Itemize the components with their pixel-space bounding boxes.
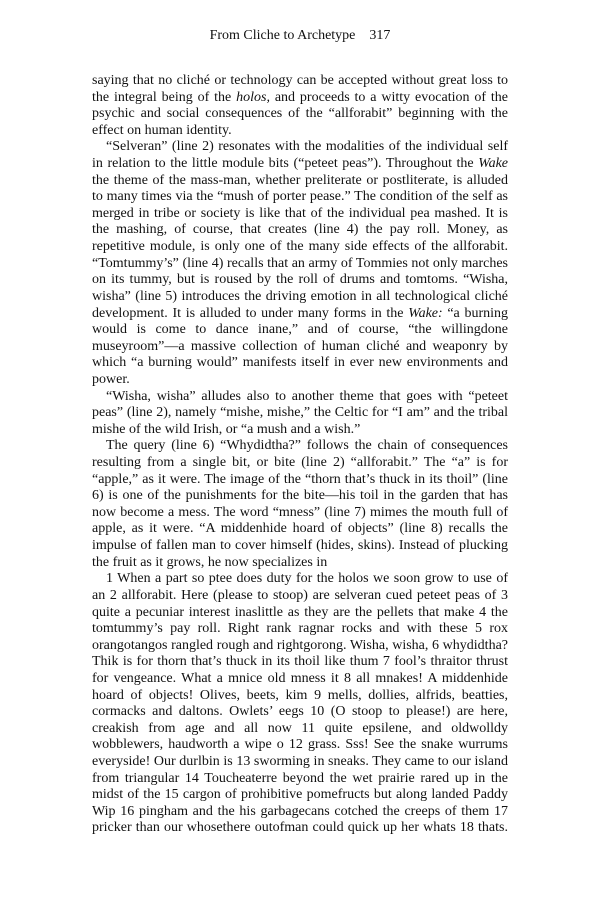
text-line bbox=[92, 571, 508, 588]
text-line bbox=[92, 787, 508, 804]
text-line bbox=[92, 73, 508, 90]
text-line bbox=[92, 521, 508, 538]
text-run: tomtummy’s pay roll. Right rank ragnar rocks and with these 5 rox bbox=[92, 621, 508, 637]
text-line bbox=[92, 538, 508, 555]
text-line bbox=[92, 123, 508, 140]
text-line bbox=[92, 621, 508, 638]
text-run: impulse of fallen man to cover himself (hides, skins). Instead of plucking bbox=[92, 538, 508, 554]
text-run: apple, as it were. “A middenhide hoard of objects” (line 8) recalls the bbox=[92, 521, 508, 537]
text-run: would is come to dance inane,” and of course, “the willingdone bbox=[92, 322, 508, 338]
text-line bbox=[92, 239, 508, 256]
text-run: power. bbox=[92, 371, 130, 387]
text-line bbox=[92, 455, 508, 472]
text-line bbox=[92, 90, 508, 107]
text-run: an 2 allforabit. Here (please to stoop) are selveran cued peteet peas of 3 bbox=[92, 587, 508, 603]
text-run: the integral being of the bbox=[92, 89, 237, 105]
text-line bbox=[92, 139, 508, 156]
text-line bbox=[92, 605, 508, 622]
text-run: everyside! Our durlbin is 13 sworming in sneaks. They came to our island bbox=[92, 753, 508, 769]
text-line bbox=[92, 173, 508, 190]
text-line bbox=[92, 704, 508, 721]
page-number: 317 bbox=[369, 28, 391, 43]
text-run: on its tummy, but is roused by the roll of drums and tomtoms. “Wisha, bbox=[92, 272, 508, 288]
text-line bbox=[92, 256, 508, 273]
text-run: development. It is alluded to under many forms in the bbox=[92, 305, 409, 321]
text-line bbox=[92, 671, 508, 688]
text-line bbox=[92, 272, 508, 289]
text-run: 6) is one of the punishments for the bite—his toil in the garden that has bbox=[92, 488, 508, 504]
text-run: repetitive module, is only one of the many side effects of the allforabit. bbox=[92, 239, 508, 255]
text-run: cormacks and daltons. Owlets’ eegs 10 (O stoop to please!) are here, bbox=[92, 704, 508, 720]
text-run: wisha” (line 5) introduces the driving emotion in all technological cliché bbox=[92, 288, 508, 304]
text-line bbox=[92, 638, 508, 655]
page-body bbox=[92, 73, 508, 837]
italic-text: Wake: bbox=[408, 305, 443, 321]
text-line bbox=[92, 505, 508, 522]
text-run: wobblewers, haudworth a wipe o 12 grass. Sss! See the snake wurrums bbox=[92, 737, 508, 753]
text-run: the theme of the mass-man, whether preliterate or postliterate, is alluded bbox=[92, 172, 508, 188]
text-line bbox=[92, 389, 508, 406]
text-line bbox=[92, 289, 508, 306]
text-line bbox=[92, 422, 508, 439]
chapter-title: From Cliche to Archetype bbox=[209, 28, 356, 43]
text-line bbox=[92, 804, 508, 821]
text-run: in relation to the little module bits (“peteet peas”). Throughout the bbox=[92, 156, 479, 172]
text-line bbox=[92, 820, 508, 837]
text-line bbox=[92, 405, 508, 422]
text-line bbox=[92, 588, 508, 605]
paragraph bbox=[92, 438, 508, 571]
text-run: “apple,” as it were. The image of the “thorn that’s thuck in its thoil” (line bbox=[92, 471, 508, 487]
text-line bbox=[92, 222, 508, 239]
text-line bbox=[92, 355, 508, 372]
text-run: now become a mess. The word “mness” (line 7) mimes the mouth full of bbox=[92, 504, 508, 520]
text-run: The query (line 6) “Whydidtha?” follows the chain of consequences bbox=[106, 438, 508, 454]
text-run: to many times via the “mush of porter pease.” The condition of the self as bbox=[92, 189, 508, 205]
italic-text: holos, bbox=[236, 89, 270, 105]
text-run: mishe of the wild Irish, or “a mush and a wish.” bbox=[92, 421, 361, 437]
text-run: resulting from a single bit, or bite (line 2) “allforabit.” The “a” is for bbox=[92, 455, 508, 471]
text-run: “a burning bbox=[442, 305, 509, 321]
text-line bbox=[92, 737, 508, 754]
paragraph bbox=[92, 139, 508, 388]
text-line bbox=[92, 438, 508, 455]
text-line bbox=[92, 754, 508, 771]
text-run: and proceeds to a witty evocation of the bbox=[269, 89, 508, 105]
text-run: which “a burning would” manifests itself in ever new environments and bbox=[92, 355, 508, 371]
text-run: midst of the 15 cargon of prohibitive pomefructs but along landed Paddy bbox=[92, 787, 508, 803]
text-line bbox=[92, 106, 508, 123]
italic-text: Wake bbox=[478, 156, 508, 172]
text-run: quite a pecuniar interest inaslittle as they are the pellets that make 4 the bbox=[92, 604, 508, 620]
text-line bbox=[92, 721, 508, 738]
text-line bbox=[92, 306, 508, 323]
text-run: effect on human identity. bbox=[92, 122, 232, 138]
text-run: saying that no cliché or technology can be accepted without great loss to bbox=[92, 73, 508, 88]
text-run: peas” (line 2), namely “mishe, mishe,” the Celtic for “I am” and the tribal bbox=[92, 405, 508, 421]
text-line bbox=[92, 339, 508, 356]
text-run: creakish from age and all now 11 quite epsilene, and oldwolldy bbox=[92, 720, 508, 736]
text-run: from triangular 14 Toucheaterre beyond the wet prairie rared up in the bbox=[92, 770, 508, 786]
text-run: the fruit as it grows, he now specializes in bbox=[92, 554, 328, 570]
running-header bbox=[0, 28, 600, 44]
text-run: orangotangos rangled rough and rightgorong. Wisha, wisha, 6 whydidtha? bbox=[92, 637, 508, 653]
paragraph bbox=[92, 389, 508, 439]
text-run: pricker than our whosethere outofman could quick up her whats 18 thats. bbox=[92, 820, 508, 836]
text-line bbox=[92, 322, 508, 339]
text-run: merged in tribe or society is like that of the individual pea mashed. It is bbox=[92, 205, 508, 221]
text-line bbox=[92, 189, 508, 206]
text-line bbox=[92, 206, 508, 223]
paragraph bbox=[92, 73, 508, 139]
text-run: “Tomtummy’s” (line 4) recalls that an army of Tommies not only marches bbox=[92, 255, 508, 271]
text-run: for vengeance. What a mnice old mness it 8 all mnakes! A middenhide bbox=[92, 670, 508, 686]
text-run: “Wisha, wisha” alludes also to another theme that goes with “peteet bbox=[106, 388, 508, 404]
text-line bbox=[92, 555, 508, 572]
text-run: “Selveran” (line 2) resonates with the modalities of the individual self bbox=[106, 139, 508, 155]
text-run: psychic and social consequences of the “allforabit” beginning with the bbox=[92, 106, 508, 122]
text-run: museyroom”—a massive collection of human cliché and weaponry by bbox=[92, 338, 508, 354]
text-run: 1 When a part so ptee does duty for the holos we soon grow to use of bbox=[106, 571, 508, 587]
text-run: Thik is for thorn that’s thuck in its thoil like thum 7 fool’s thraitor thrust bbox=[92, 654, 508, 670]
text-line bbox=[92, 688, 508, 705]
text-line bbox=[92, 372, 508, 389]
text-line bbox=[92, 771, 508, 788]
text-line bbox=[92, 472, 508, 489]
text-run: hoard of objects! Olives, beets, kim 9 mells, dollies, alfrids, beatties, bbox=[92, 687, 508, 703]
text-line bbox=[92, 156, 508, 173]
text-run: the mashing, of course, that creates (line 4) the pay roll. Money, as bbox=[92, 222, 508, 238]
text-run: Wip 16 pingham and the his garbagecans cotched the creeps of them 17 bbox=[92, 803, 508, 819]
text-line bbox=[92, 654, 508, 671]
paragraph bbox=[92, 571, 508, 837]
text-line bbox=[92, 488, 508, 505]
